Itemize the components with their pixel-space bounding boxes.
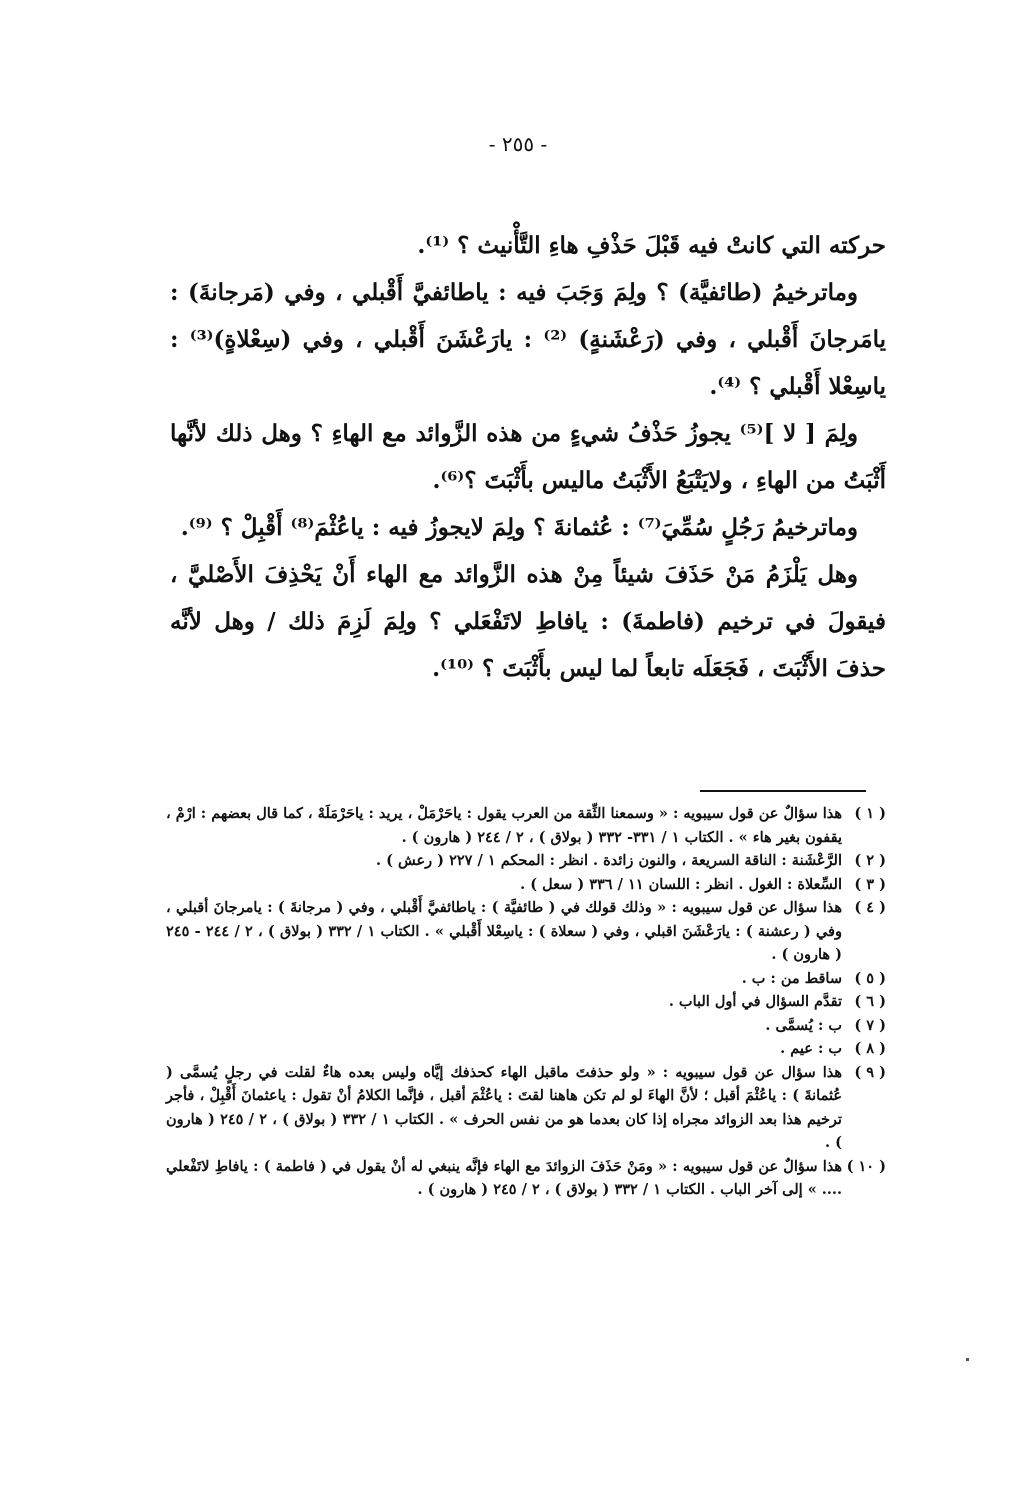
scan-speck [966, 1358, 969, 1361]
footnote-number: ( ٧ ) [854, 1016, 886, 1034]
main-text [170, 222, 886, 692]
footnote-text: السِّعلاة : الغول . انظر : اللسان ١١ / ٣٣٦ ( سعل ) . [520, 875, 842, 893]
footnote-number: ( ٤ ) [854, 899, 886, 916]
footnote-text: تقدَّم السؤال في أول الباب . [668, 993, 842, 1010]
paragraph: وماترخيمُ رَجُلٍ سُمِّيَ⁽⁷⁾ : عُثمانةَ ؟ ولِمَ لايجوزُ فيه : ياعُثْمَ⁽⁸⁾ أَقْبِلْ ؟ ⁽⁹⁾. [180, 514, 858, 541]
footnote-text: هذا سؤالٌ عن قول سيبويه : « ومَنْ حَذَفَ الزوائدَ مع الهاء فإنَّه ينبغي له أنْ يقول في ( فاطمة ) : يافاطِ لاتَفْعلي .... » إلى آخر الباب . الكتاب ١ / ٣٣٢ ( بولاق ) ، ٢ / ٢٤٥ ( هارون ) . [166, 1157, 842, 1198]
paragraph: ولِمَ [ لا ]⁽⁵⁾ يجوزُ حَذْفُ شيءٍ من هذه الزَّوائد مع الهاءِ ؟ وهل ذلك لأنَّها أَثْبَتُ من الهاءِ ، ولايَتْبَعُ الأَثْبَتُ ماليس بأَثْبَتَ ؟⁽⁶⁾. [170, 420, 886, 494]
footnote-number: ( ٩ ) [854, 1063, 886, 1081]
footnote [166, 1155, 886, 1202]
footnote-number: ( ٢ ) [854, 852, 886, 869]
footnote-number: ( ١ ) [854, 805, 886, 822]
footnote-text: ب : عيم . [780, 1040, 842, 1057]
footnote-text: ب : يُسمَّى . [765, 1016, 842, 1034]
footnote-text: ساقط من : ب . [741, 969, 842, 987]
footnote [166, 802, 886, 849]
footnotes [166, 802, 886, 1202]
footnote-number: ( ٦ ) [854, 993, 886, 1010]
footnote [166, 967, 886, 991]
footnote [166, 990, 886, 1014]
footnote-text: هذا سؤال عن قول سيبويه : « ولو حذفتَ ماقبل الهاء كحذفك إيَّاه وليس بعده هاءٌ لقلت في رجلٍ يُسمَّى ( عُثمانةَ ) : ياعُثْمَ أقبل ؛ لأنَّ الهاءَ لو لم تكن هاهنا لقتَ : ياعُثْمَ أقبل ، فإنَّما الكلامُ أنْ تقول : ياعثمانَ أَقْبِلْ ، فأجر ترخيم هذا بعد الزوائد مجراه إذا كان بعدما هو من نفس الحرف » . الكتاب ١ / ٣٣٢ ( بولاق ) ، ٢ / ٢٤٥ ( هارون ) . [166, 1063, 842, 1151]
footnote [166, 1061, 886, 1155]
paragraph: حركته التي كانتْ فيه قَبْلَ حَذْفِ هاءِ التَّأْنيث ؟ ⁽¹⁾. [417, 232, 886, 259]
footnote-number: ( ٣ ) [854, 875, 886, 893]
footnote-text: هذا سؤالٌ عن قول سيبويه : « وسمعنا الثِّقة من العرب يقول : ياحَرْمَلْ ، يريد : ياحَرْمَلَهْ ، كما قال بعضهم : ارْمْ ، يقفون بغير هاء » . الكتاب ١ / ٣٣١- ٣٣٢ ( بولاق ) ، ٢ / ٢٤٤ ( هارون ) . [166, 805, 842, 846]
footnote-text: هذا سؤال عن قول سيبويه : « وذلك قولك في ( طائفيَّة ) : ياطائفيَّ أَقْبلي ، وفي ( مرجانةَ ) : يامرجانَ أقبلي ، وفي ( رعشنة ) : يارَعْشَنَ اقبلي ، وفي ( سعلاة ) : ياسِعْلا أَقْبلي » . الكتاب ١ / ٣٣٢ ( بولاق ) ، ٢ / ٢٤٤ - ٢٤٥ ( هارون ) . [166, 899, 842, 963]
footnote-text: الرَّعْشَنة : الناقة السريعة ، والنون زائدة . انظر : المحكم ١ / ٢٢٧ ( رعش ) . [375, 852, 842, 869]
page-number: - ٢٥٥ - [488, 132, 548, 156]
paragraph: وماترخيمُ (طائفيَّة) ؟ ولِمَ وَجَبَ فيه : ياطائفيَّ أَقْبلي ، وفي (مَرجانةَ) : يامَرجانَ أَقْبلي ، وفي (رَعْشَنةٍ) ⁽²⁾ : يارَعْشَنَ أَقْبلي ، وفي (سِعْلاةٍ)⁽³⁾ : ياسِعْلا أَقْبلي ؟ ⁽⁴⁾. [170, 279, 886, 400]
footnote [166, 896, 886, 967]
paragraph: وهل يَلْزَمُ مَنْ حَذَفَ شيئاً مِنْ هذه الزَّوائد مع الهاء أَنْ يَحْذِفَ الأَصْليَّ ، فيقولَ في ترخيم (فاطمةَ) : يافاطِ لاتَفْعَلي ؟ ولِمَ لَزِمَ ذلك / وهل لأنَّه حذفَ الأَثْبَتَ ، فَجَعَلَه تابعاً لما ليس بأَثْبَتَ ؟ ⁽¹⁰⁾. [170, 561, 886, 682]
footnote [166, 1037, 886, 1061]
footnote [166, 873, 886, 897]
footnote [166, 849, 886, 873]
footnote-separator [700, 790, 866, 792]
footnote [166, 1014, 886, 1038]
footnote-number: ( ٨ ) [854, 1040, 886, 1057]
footnote-number: ( ١٠ ) [846, 1157, 886, 1175]
footnote-number: ( ٥ ) [854, 969, 886, 987]
